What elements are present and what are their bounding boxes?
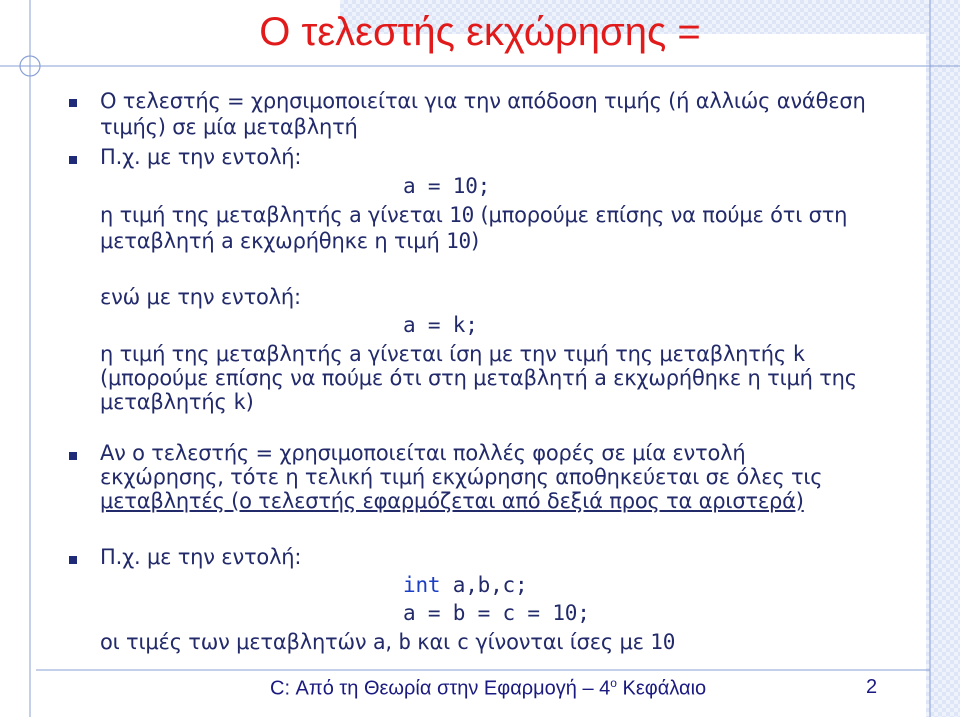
bullet-square-icon [69, 452, 77, 460]
bullet-square-icon [69, 556, 77, 564]
bullet-square-icon [69, 99, 77, 107]
bullet4-intro: Π.χ. με την εντολή: [100, 545, 302, 569]
side-pattern [926, 0, 960, 717]
bullet4-result: οι τιμές των μεταβλητών a, b και c γίνονται ίσες με 10 [100, 630, 676, 654]
code-line-declaration: int a,b,c; [403, 573, 528, 597]
code-line-chain-assign: a = b = c = 10; [403, 601, 590, 625]
while-statement-label: ενώ με την εντολή: [100, 285, 301, 309]
page-number: 2 [866, 676, 878, 698]
explanation2-line3: μεταβλητής k) [100, 390, 254, 414]
code-line-a-eq-k: a = k; [403, 313, 478, 337]
bullet1-line1: Ο τελεστής = χρησιμοποιείται για την απόδοση τιμής (ή αλλιώς ανάθεση [100, 89, 866, 113]
slide-footer: C: Από τη Θεωρία στην Εφαρμογή – $4^o$ Κεφάλαιο [270, 676, 707, 700]
explanation2-line2: (μπορούμε επίσης να πούμε ότι στη μεταβλητή a εκχωρήθηκε η τιμή της [100, 366, 857, 390]
code-line-a-eq-10: a = 10; [403, 174, 491, 198]
bullet3-line3: μεταβλητές (ο τελεστής εφαρμόζεται από δεξιά προς τα αριστερά) [100, 489, 804, 513]
bullet3-line1: Αν ο τελεστής = χρησιμοποιείται πολλές φορές σε μία εντολή [100, 441, 746, 465]
explanation2-line1: η τιμή της μεταβλητής a γίνεται ίση με την τιμή της μεταβλητής k [100, 342, 805, 366]
bullet3-line2: εκχώρησης, τότε η τελική τιμή εκχώρησης αποθηκεύεται σε όλες τις [100, 465, 823, 489]
slide-title: Ο τελεστής εκχώρησης = [259, 10, 701, 54]
explanation1-line1: η τιμή της μεταβλητής a γίνεται 10 (μπορούμε επίσης να πούμε ότι στη [100, 203, 848, 227]
bullet1-line2: τιμής) σε μία μεταβλητή [100, 115, 358, 139]
bullet-square-icon [69, 156, 77, 164]
bullet2-intro: Π.χ. με την εντολή: [100, 145, 302, 169]
explanation1-line2: μεταβλητή a εκχωρήθηκε η τιμή 10) [100, 229, 479, 253]
keyword-int: int [403, 573, 441, 597]
